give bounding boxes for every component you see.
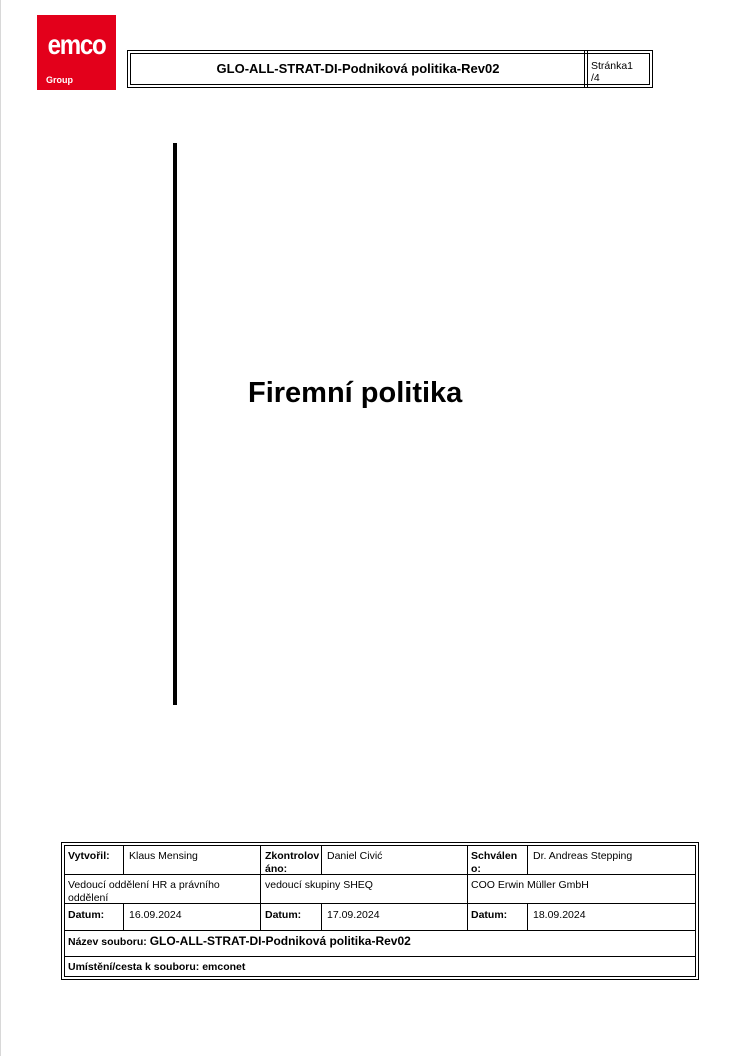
logo-wordmark: emco	[47, 29, 106, 60]
created-date-label: Datum:	[68, 909, 105, 921]
page-total: /4	[591, 72, 600, 84]
page-edge	[0, 0, 1, 1056]
filename-row	[68, 935, 411, 949]
cover-vertical-rule	[173, 143, 177, 705]
checked-date-label: Datum:	[265, 909, 302, 921]
page-label: Stránka1	[591, 60, 634, 72]
table-rule-vertical	[260, 846, 261, 930]
table-rule-vertical	[527, 903, 528, 930]
approved-date: 18.09.2024	[533, 909, 586, 921]
approved-by-role: COO Erwin Müller GmbH	[471, 879, 589, 891]
table-rule-vertical	[321, 846, 322, 874]
filename-label: Název souboru:	[68, 936, 147, 948]
table-rule-vertical	[527, 846, 528, 874]
approval-table-frame	[64, 845, 696, 977]
location-label: Umístění/cesta k souboru:	[68, 961, 200, 973]
location-row	[68, 961, 245, 974]
table-rule	[65, 956, 695, 957]
approved-by-name: Dr. Andreas Stepping	[533, 850, 633, 862]
created-by-label: Vytvořil:	[68, 850, 110, 862]
document-header	[127, 50, 653, 88]
header-divider-inner	[587, 51, 588, 87]
table-rule	[65, 874, 695, 875]
table-rule-vertical	[467, 846, 468, 930]
page-number	[591, 60, 633, 84]
checked-date: 17.09.2024	[327, 909, 380, 921]
header-title: GLO-ALL-STRAT-DI-Podniková politika-Rev02	[216, 61, 500, 76]
emco-group-logo	[37, 15, 116, 90]
checked-by-role: vedoucí skupiny SHEQ	[265, 879, 373, 891]
approved-by-label: Schváleno:	[471, 850, 518, 875]
document-title: Firemní politika	[248, 377, 463, 409]
checked-by-name: Daniel Civić	[327, 850, 383, 862]
table-rule-vertical	[123, 903, 124, 930]
table-rule	[65, 930, 695, 931]
created-by-name: Klaus Mensing	[129, 850, 198, 862]
approval-table	[61, 842, 699, 980]
approved-date-label: Datum:	[471, 909, 508, 921]
checked-by-label: Zkontrolováno:	[265, 850, 320, 875]
logo-subtitle: Group	[46, 75, 73, 85]
table-rule-vertical	[321, 903, 322, 930]
filename-value: GLO-ALL-STRAT-DI-Podniková politika-Rev02	[149, 934, 411, 948]
header-divider	[584, 51, 585, 87]
table-rule-vertical	[123, 846, 124, 874]
created-by-role: Vedoucí oddělení HR a právního oddělení	[68, 879, 220, 904]
location-value: emconet	[202, 961, 246, 973]
created-date: 16.09.2024	[129, 909, 182, 921]
